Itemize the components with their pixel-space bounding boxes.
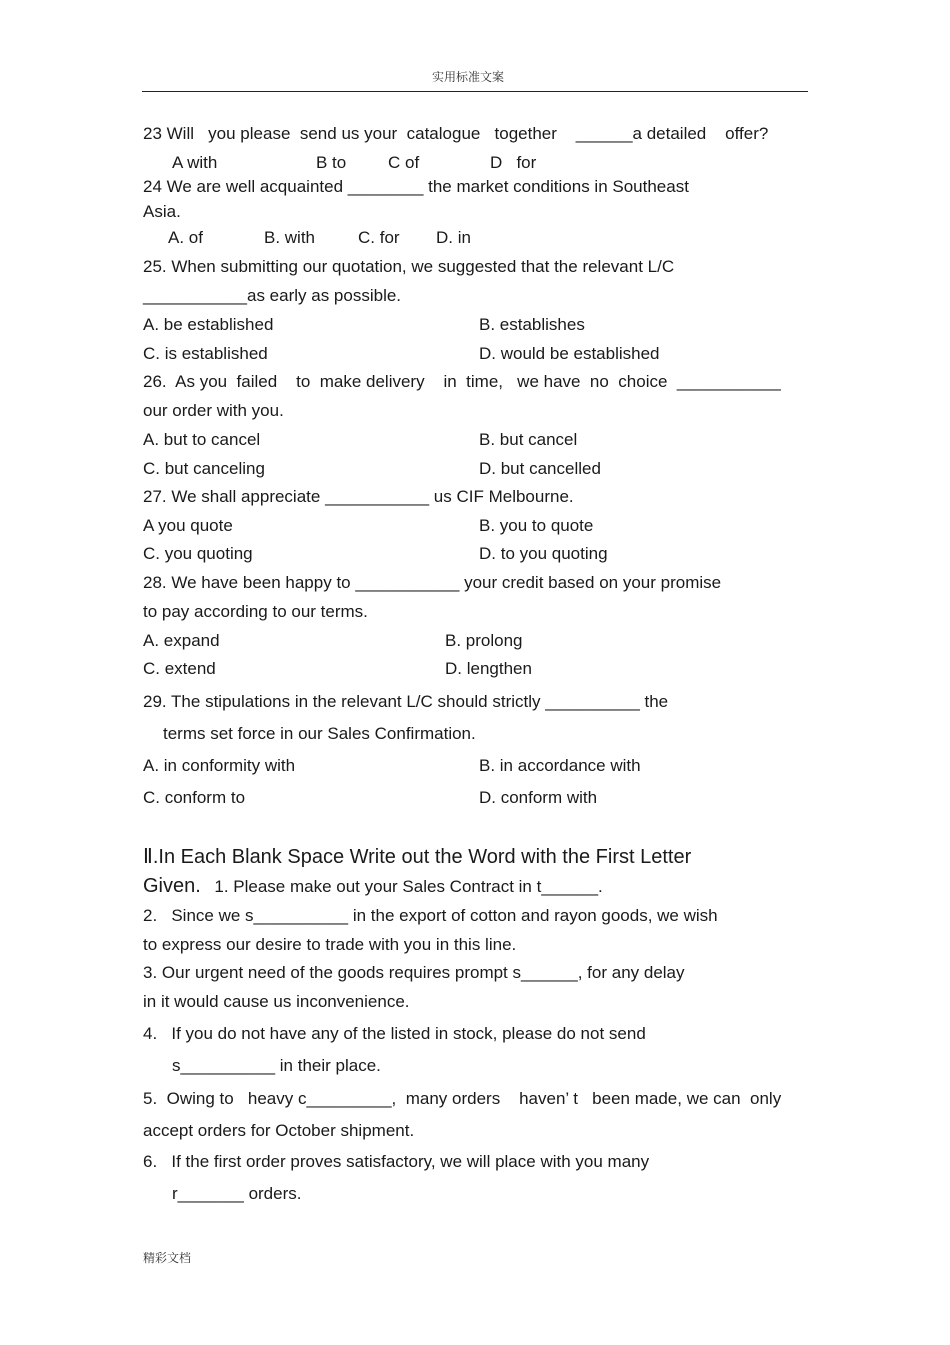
header-rule: [142, 91, 808, 92]
q26-option-c: C. but canceling: [143, 459, 265, 478]
q23-option-b: B to: [316, 153, 347, 172]
q29-option-d: D. conform with: [479, 788, 598, 807]
section-2-heading-cont: [143, 874, 603, 899]
question-26-cont: our order with you.: [143, 401, 284, 420]
section-2-heading: Ⅱ.In Each Blank Space Write out the Word with the First Letter: [143, 846, 692, 868]
q25-option-d: D. would be established: [479, 344, 660, 363]
question-29: 29. The stipulations in the relevant L/C should strictly __________ the: [143, 692, 669, 711]
fill-question-1: 1. Please make out your Sales Contract in t______.: [214, 877, 603, 896]
q26-option-a: A. but to cancel: [143, 430, 261, 449]
q23-option-c: C of: [388, 153, 420, 172]
question-24-cont: Asia.: [143, 202, 181, 221]
question-23: 23 Will you please send us your catalogue together ______a detailed offer?: [143, 124, 769, 143]
page-footer: 精彩文档: [143, 1251, 192, 1265]
fill-question-4: 4. If you do not have any of the listed in stock, please do not send: [143, 1024, 646, 1043]
fill-question-2: 2. Since we s__________ in the export of cotton and rayon goods, we wish: [143, 906, 718, 925]
q27-option-a: A you quote: [143, 516, 233, 535]
fill-question-3-cont: in it would cause us inconvenience.: [143, 992, 410, 1011]
q26-option-d: D. but cancelled: [479, 459, 601, 478]
fill-question-3: 3. Our urgent need of the goods requires prompt s______, for any delay: [143, 963, 685, 982]
q25-option-a: A. be established: [143, 315, 274, 334]
q23-option-d: D for: [490, 153, 537, 172]
q28-option-a: A. expand: [143, 631, 220, 650]
question-29-cont: terms set force in our Sales Confirmation.: [163, 724, 476, 743]
fill-question-6: 6. If the first order proves satisfactory, we will place with you many: [143, 1152, 650, 1171]
q24-option-c: C. for: [358, 228, 400, 247]
q28-option-b: B. prolong: [445, 631, 523, 650]
q29-option-c: C. conform to: [143, 788, 246, 807]
question-24: 24 We are well acquainted ________ the market conditions in Southeast: [143, 177, 689, 196]
q25-option-b: B. establishes: [479, 315, 585, 334]
question-27: 27. We shall appreciate ___________ us CIF Melbourne.: [143, 487, 574, 506]
q27-option-c: C. you quoting: [143, 544, 253, 563]
q27-option-d: D. to you quoting: [479, 544, 608, 563]
fill-question-6-cont: r_______ orders.: [172, 1184, 302, 1203]
q29-option-a: A. in conformity with: [143, 756, 296, 775]
fill-question-4-cont: s__________ in their place.: [172, 1056, 381, 1075]
q26-option-b: B. but cancel: [479, 430, 578, 449]
fill-question-5: 5. Owing to heavy c_________, many orders haven’ t been made, we can only: [143, 1089, 782, 1108]
q24-option-a: A. of: [168, 228, 203, 247]
question-25-cont: ___________as early as possible.: [143, 286, 402, 305]
page-header: 实用标准文案: [432, 70, 505, 84]
fill-question-5-cont: accept orders for October shipment.: [143, 1121, 415, 1140]
section-2-given: Given.: [143, 875, 201, 897]
question-25: 25. When submitting our quotation, we suggested that the relevant L/C: [143, 257, 675, 276]
q23-option-a: A with: [172, 153, 218, 172]
q29-option-b: B. in accordance with: [479, 756, 641, 775]
q27-option-b: B. you to quote: [479, 516, 594, 535]
fill-question-2-cont: to express our desire to trade with you in this line.: [143, 935, 517, 954]
q24-option-b: B. with: [264, 228, 316, 247]
q28-option-d: D. lengthen: [445, 659, 532, 678]
q24-option-d: D. in: [436, 228, 471, 247]
q28-option-c: C. extend: [143, 659, 216, 678]
question-26: 26. As you failed to make delivery in time, we have no choice ___________: [143, 372, 781, 391]
q25-option-c: C. is established: [143, 344, 268, 363]
question-28-cont: to pay according to our terms.: [143, 602, 368, 621]
question-28: 28. We have been happy to ___________ your credit based on your promise: [143, 573, 722, 592]
